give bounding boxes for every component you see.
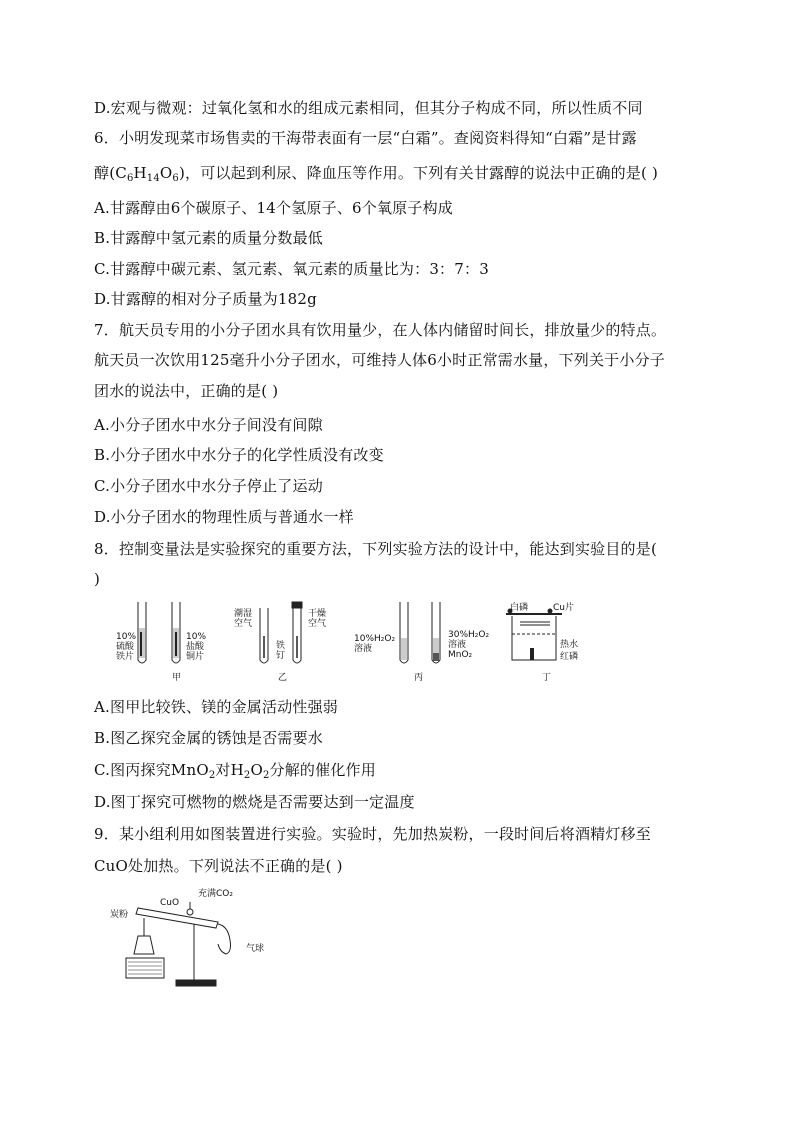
text-line-6: C.甘露醇中碳元素、氢元素、氧元素的质量比为：3：7：3 (94, 260, 489, 278)
text-line-15: 8．控制变量法是实验探究的重要方法，下列实验方法的设计中，能达到实验目的是( (94, 540, 657, 558)
text-line-4: A.甘露醇由6个碳原子、14个氢原子、6个氧原子构成 (94, 199, 453, 217)
label-yi: 乙 (278, 673, 288, 683)
label-jia-right: 10% 盐酸 铜片 (186, 632, 207, 662)
text-line-22: CuO处加热。下列说法不正确的是( ) (94, 857, 343, 875)
label-yi-tr: 干燥 空气 (308, 609, 327, 629)
label-yi-tl: 潮湿 空气 (234, 609, 253, 629)
label-qiqiu: 气球 (246, 944, 265, 954)
label-jia-left: 10% 硫酸 铁片 (116, 632, 137, 662)
label-ding-r1: 热水 (560, 640, 579, 650)
label-ding-r2: 红磷 (560, 652, 579, 662)
text-line-11: A.小分子团水中水分子间没有间隙 (94, 416, 323, 434)
text-line-16: ) (94, 570, 101, 588)
text-line-10: 团水的说法中，正确的是( ) (94, 382, 279, 400)
label-yi-mid: 铁 钉 (276, 641, 286, 661)
label-bing: 丙 (414, 673, 424, 683)
text-line-19: C.图丙探究MnO$_2$对$H_2O_2$分解的催化作用 (94, 761, 376, 781)
text-line-5: B.甘露醇中氢元素的质量分数最低 (94, 229, 323, 247)
text-line-7: D.甘露醇的相对分子质量为182g (94, 290, 317, 308)
text-line-3: 醇$(C_6H_{14}O_6)$，可以起到利尿、降血压等作用。下列有关甘露醇的说法中正确的是( ) (94, 164, 659, 184)
text-line-1: D.宏观与微观：过氧化氢和水的组成元素相同，但其分子构成不同，所以性质不同 (94, 99, 643, 117)
label-ding: 丁 (542, 673, 552, 683)
text-line-18: B.图乙探究金属的锈蚀是否需要水 (94, 729, 323, 747)
text-line-17: A.图甲比较铁、镁的金属活动性强弱 (94, 698, 339, 716)
question-9-apparatus (110, 888, 260, 990)
label-jia: 甲 (172, 673, 182, 683)
label-ding-tr: Cu片 (553, 603, 574, 613)
label-ding-tl: 白磷 (510, 603, 529, 613)
text-line-12: B.小分子团水中水分子的化学性质没有改变 (94, 446, 384, 464)
text-line-2: 6．小明发现菜市场售卖的干海带表面有一层“白霜”。查阅资料得知“白霜”是甘露 (94, 129, 637, 147)
balloon-icon (218, 924, 231, 954)
text-line-20: D.图丁探究可燃物的燃烧是否需要达到一定温度 (94, 793, 415, 811)
text-line-8: 7．航天员专用的小分子团水具有饮用量少，在人体内储留时间长，排放量少的特点。 (94, 321, 667, 339)
text-line-13: C.小分子团水中水分子停止了运动 (94, 477, 323, 495)
text-line-21: 9．某小组利用如图装置进行实验。实验时，先加热炭粉，一段时间后将酒精灯移至 (94, 825, 651, 843)
text-line-9: 航天员一次饮用125毫升小分子团水，可维持人体6小时正常需水量，下列关于小分子 (94, 351, 665, 369)
label-co2: 充满CO₂ (198, 889, 233, 899)
label-bing-right: 30%H₂O₂ 溶液 MnO₂ (448, 630, 490, 660)
label-bing-left: 10%H₂O₂ 溶液 (354, 634, 396, 654)
label-tanfen: 炭粉 (110, 910, 129, 920)
text-line-14: D.小分子团水的物理性质与普通水一样 (94, 508, 354, 526)
glass-tube (136, 908, 218, 928)
label-cuo: CuO (160, 898, 180, 908)
